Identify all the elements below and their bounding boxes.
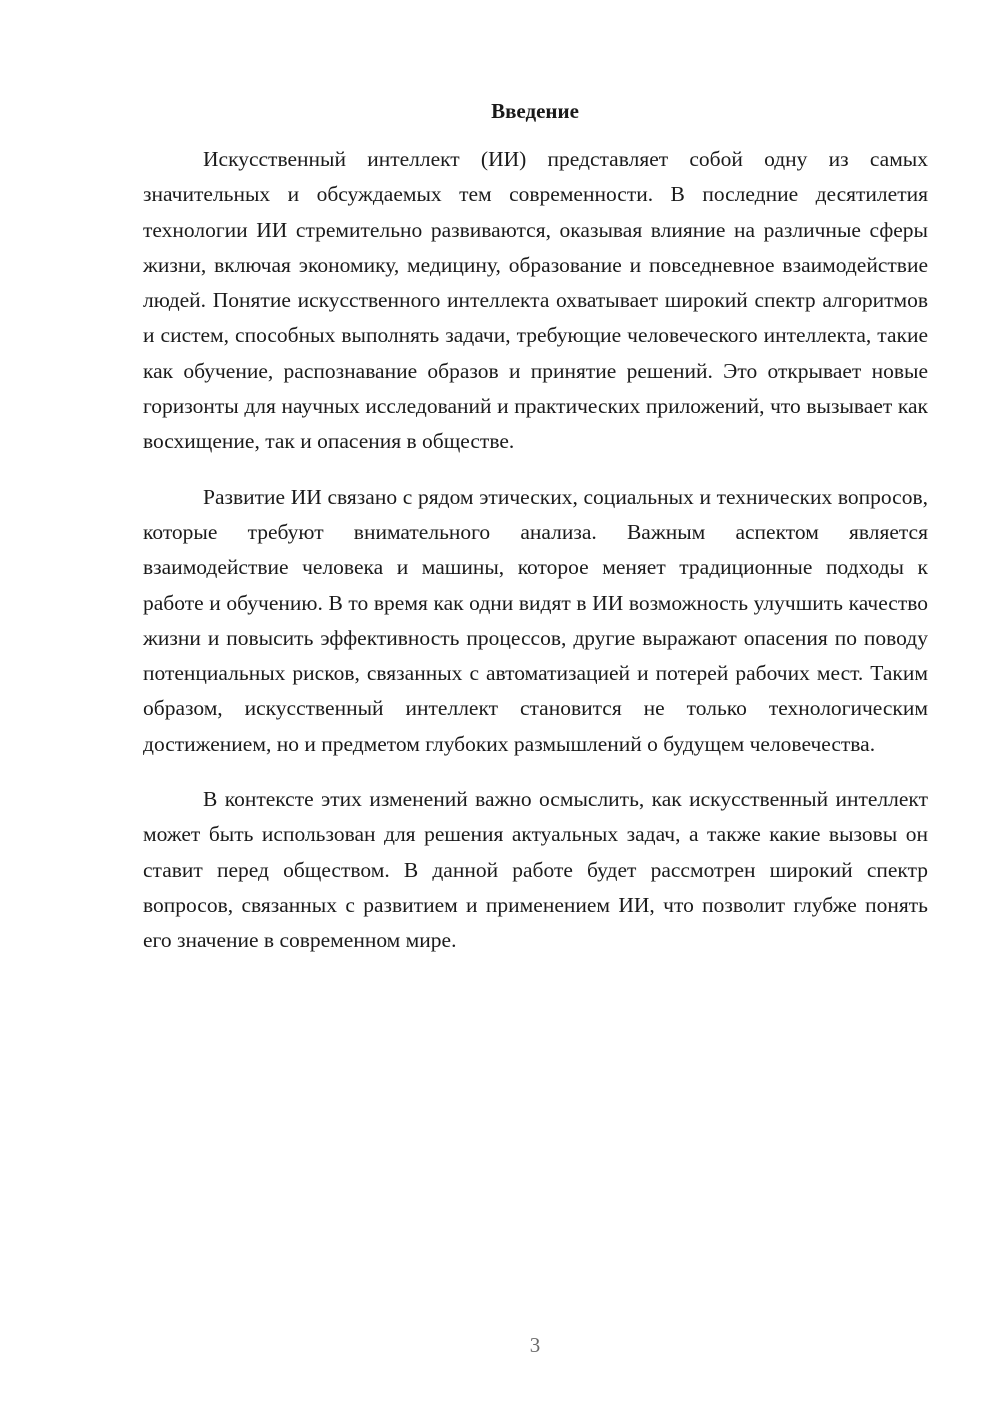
page-title: Введение [491,99,579,123]
paragraph-2: Развитие ИИ связано с рядом этических, социальных и технических вопросов, которые требуют внимательного анализа. Важным аспектом является взаимодействие человека и машины, которое меняет традиционные подходы к работе и обучению. В то время как одни видят в ИИ возможность улучшить качество жизни и повысить эффективность процессов, другие выражают опасения по поводу потенциальных рисков, связанных с автоматизацией и потерей рабочих мест. Таким образом, искусственный интеллект становится не только технологическим достижением, но и предметом глубоких размышлений о будущем человечества. [143,484,928,756]
paragraph-3: В контексте этих изменений важно осмыслить, как искусственный интеллект может быть использован для решения актуальных задач, а также какие вызовы он ставит перед обществом. В данной работе будет рассмотрен широкий спектр вопросов, связанных с развитием и применением ИИ, что позволит глубже понять его значение в современном мире. [143,787,928,953]
document-body [143,142,928,979]
paragraph-1: Искусственный интеллект (ИИ) представляет собой одну из самых значительных и обсуждаемых тем современности. В последние десятилетия технологии ИИ стремительно развиваются, оказывая влияние на различные сферы жизни, включая экономику, медицину, образование и повседневное взаимодействие людей. Понятие искусственного интеллекта охватывает широкий спектр алгоритмов и систем, способных выполнять задачи, требующие человеческого интеллекта, такие как обучение, распознавание образов и принятие решений. Это открывает новые горизонты для научных исследований и практических приложений, что вызывает как восхищение, так и опасения в обществе. [143,147,928,454]
page-number: 3 [529,1333,541,1357]
